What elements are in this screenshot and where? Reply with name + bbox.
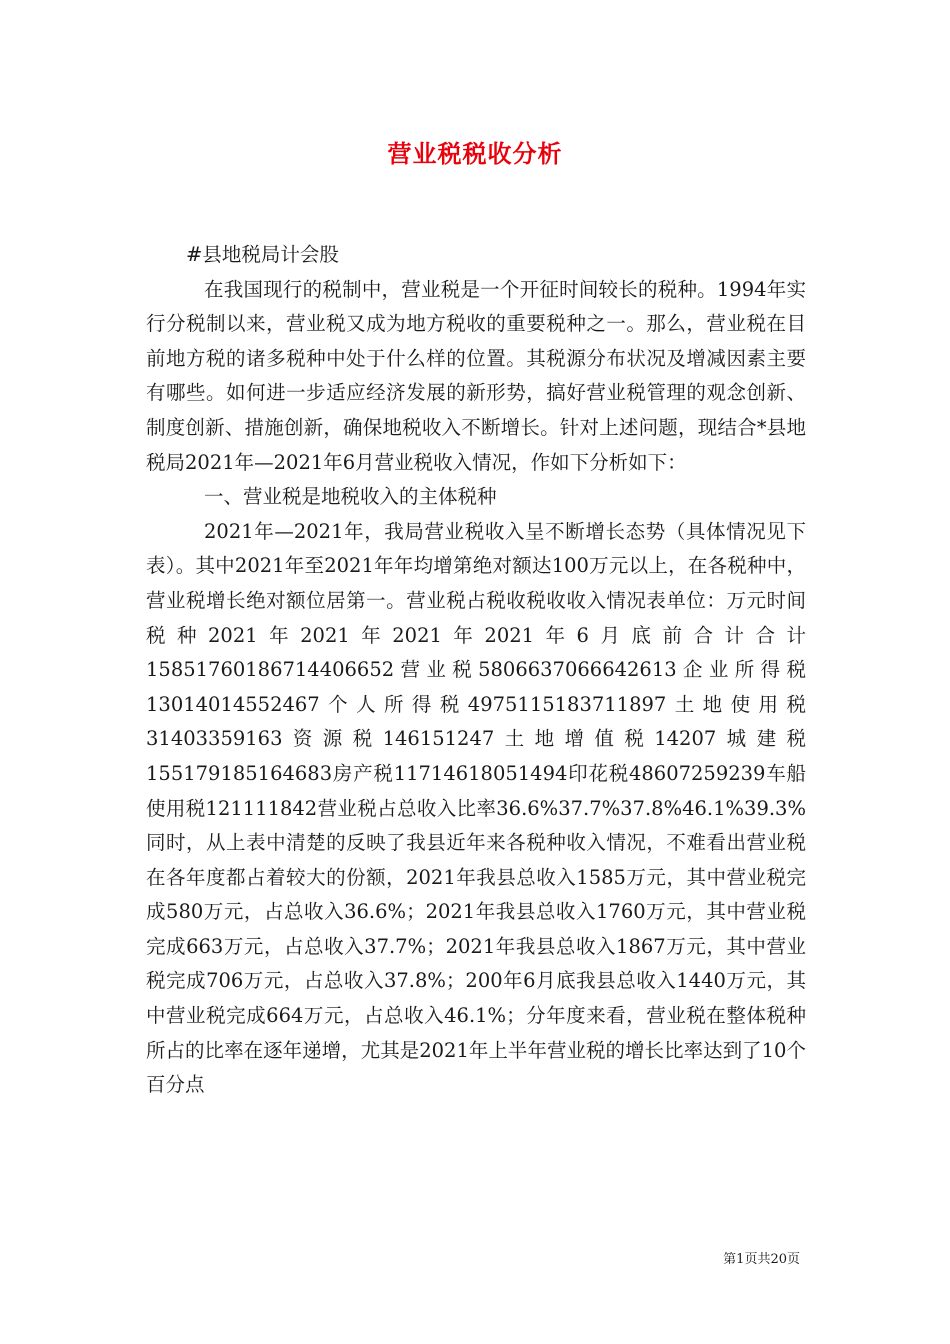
paragraph-analysis: 2021年—2021年，我局营业税收入呈不断增长态势（具体情况见下表）。其中2021年至2021年年均增第绝对额达100万元以上，在各税种中，营业税增长绝对额位居第一。营业税占税收税收收入情况表单位：万元时间税种2021年2021年2021年2021年6月底前合计合计15851760186714406652营业税5806637066642613企业所得税13014014552467个人所得税4975115183711897土地使用税31403359163资源税146151247土地增值税14207城建税155179185164683房产税11714618051494印花税48607259239车船使用税121111842营业税占总收入比率36.6%37.7%37.8%46.1%39.3%同时，从上表中清楚的反映了我县近年来各税种收入情况，不难看出营业税在各年度都占着较大的份额，2021年我县总收入1585万元，其中营业税完成580万元，占总收入36.6%；2021年我县总收入1760万元，其中营业税完成663万元，占总收入37.7%；2021年我县总收入1867万元，其中营业税完成706万元，占总收入37.8%；200年6月底我县总收入1440万元，其中营业税完成664万元，占总收入46.1%；分年度来看，营业税在整体税种所占的比率在逐年递增，尤其是2021年上半年营业税的增长比率达到了10个百分点 bbox=[146, 519, 806, 1097]
section-heading: 一、营业税是地税收入的主体税种 bbox=[204, 485, 497, 509]
paragraph-intro: 在我国现行的税制中，营业税是一个开征时间较长的税种。1994年实行分税制以来，营业税又成为地方税收的重要税种之一。那么，营业税在目前地方税的诸多税种中处于什么样的位置。其税源分布状况及增减因素主要有哪些。如何进一步适应经济发展的新形势，搞好营业税管理的观念创新、制度创新、措施创新，确保地税收入不断增长。针对上述问题，现结合*县地税局2021年—2021年6月营业税收入情况，作如下分析如下： bbox=[146, 277, 806, 474]
document-title: 营业税税收分析 bbox=[387, 139, 563, 168]
document-body bbox=[146, 238, 806, 1103]
author-line: #县地税局计会股 bbox=[186, 243, 339, 266]
page-number: 第1页共20页 bbox=[723, 1252, 800, 1267]
